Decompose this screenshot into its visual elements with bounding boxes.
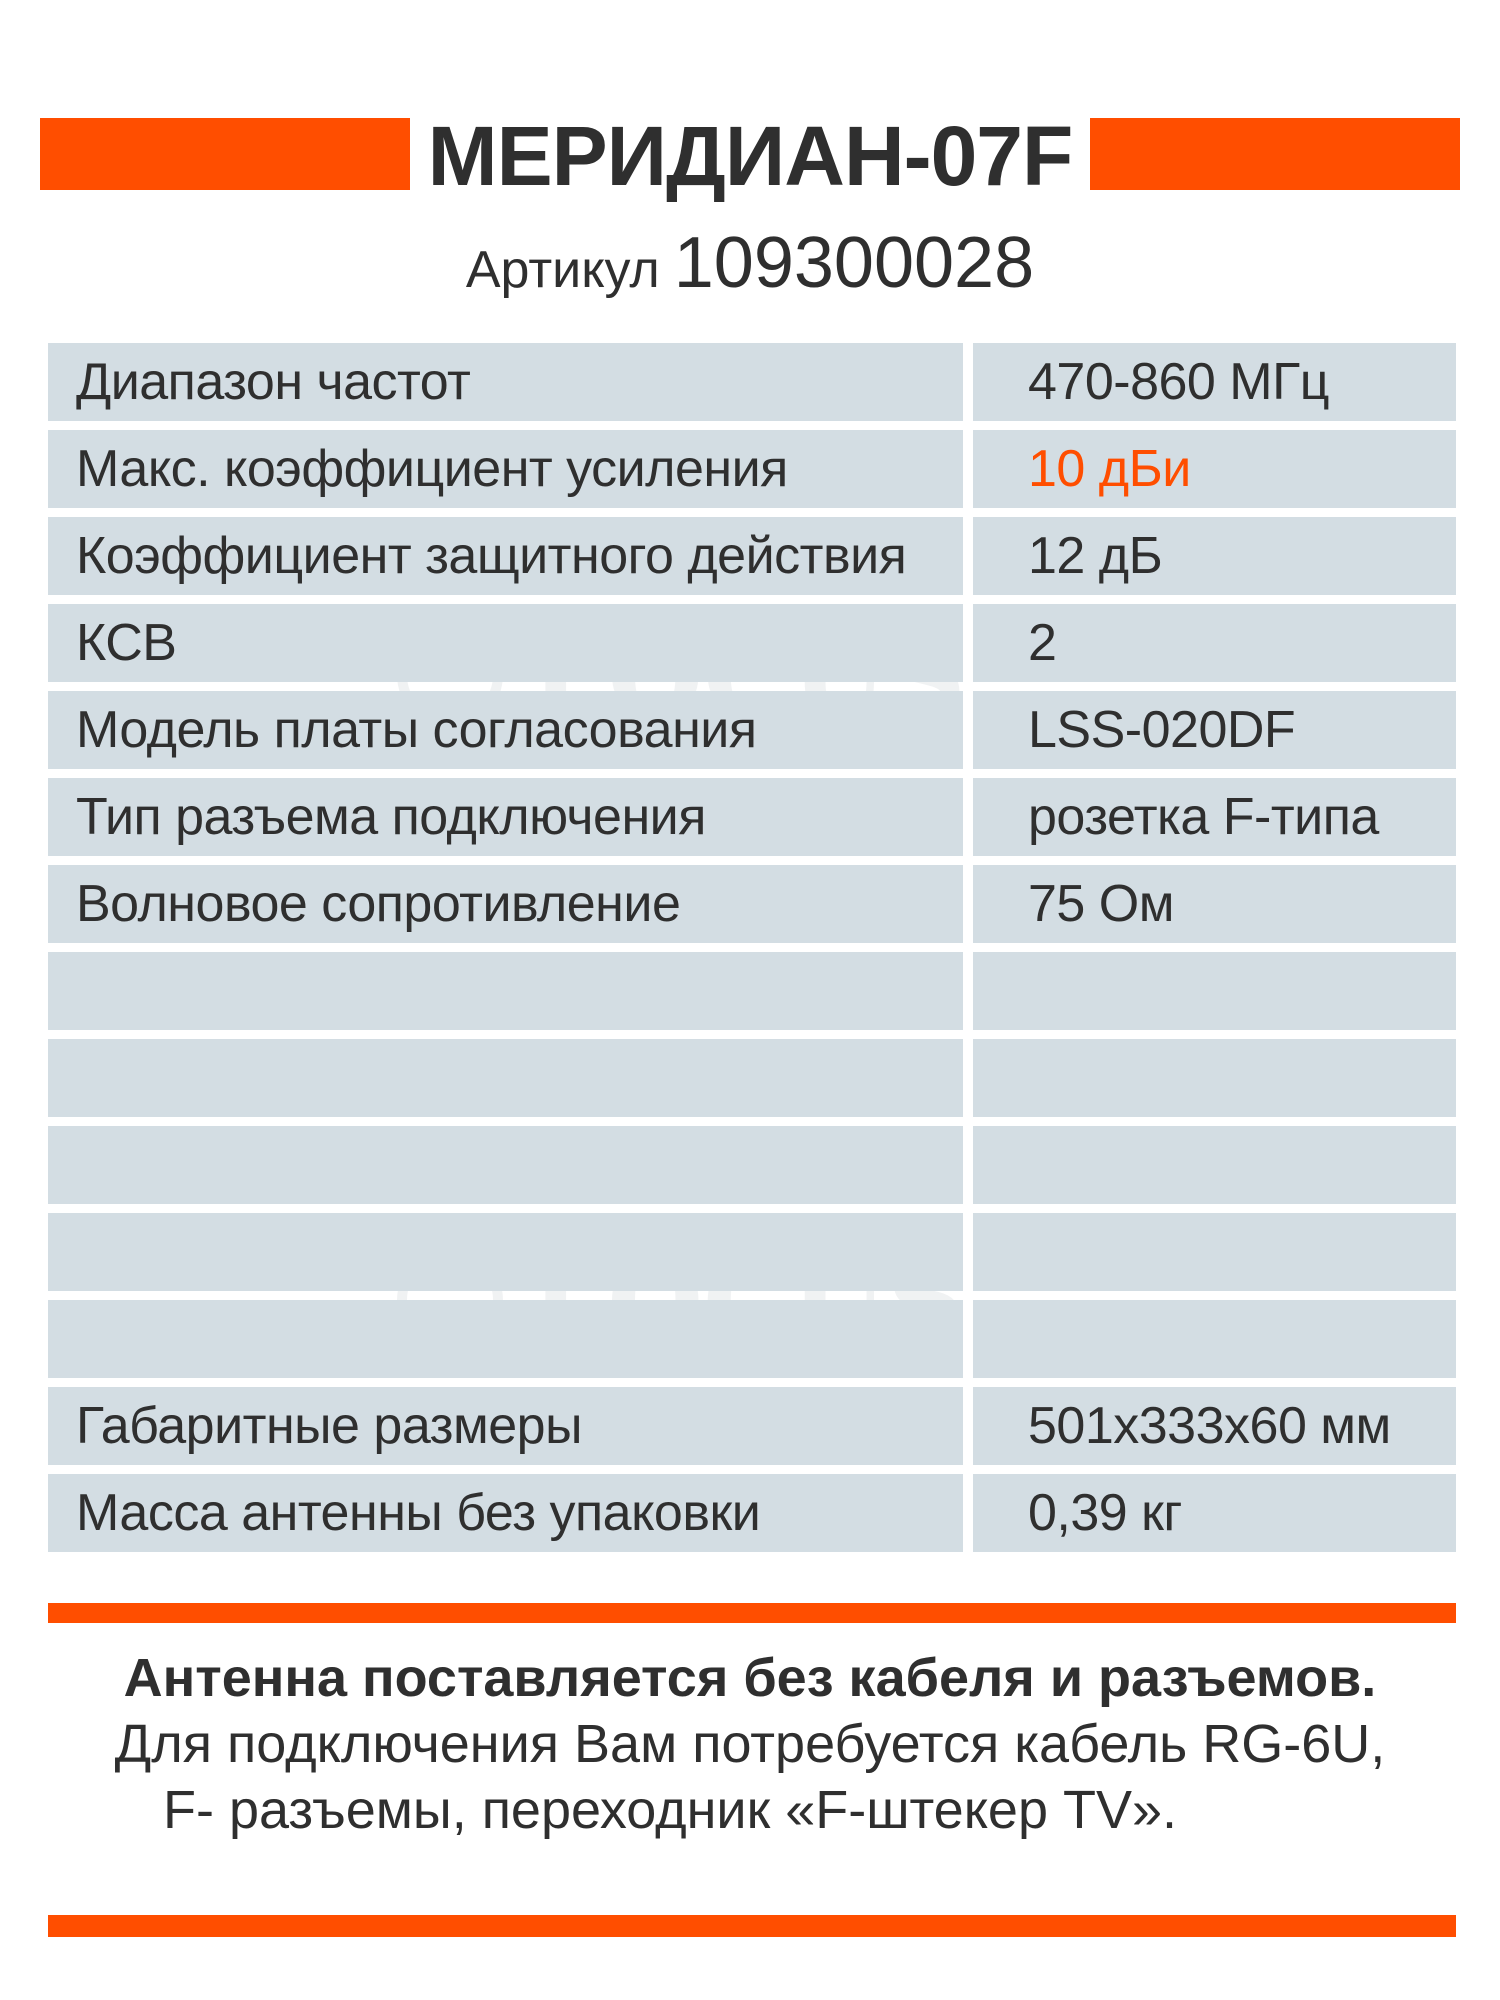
spec-row — [48, 604, 1456, 682]
note-line-3: F- разъемы, переходник «F-штекер TV». — [162, 1780, 1178, 1840]
spec-value — [973, 1126, 1456, 1204]
spec-row — [48, 865, 1456, 943]
spec-value — [973, 1300, 1456, 1378]
note-line-2: Для подключения Вам потребуется кабель RG-6U, — [114, 1714, 1386, 1774]
spec-label: КСВ — [48, 604, 963, 682]
spec-value: 2 — [973, 604, 1456, 682]
spec-value: 12 дБ — [973, 517, 1456, 595]
spec-row — [48, 1126, 1456, 1204]
spec-label — [48, 952, 963, 1030]
spec-row — [48, 430, 1456, 508]
spec-row — [48, 517, 1456, 595]
spec-row — [48, 1300, 1456, 1378]
spec-label — [48, 1126, 963, 1204]
spec-label: Тип разъема подключения — [48, 778, 963, 856]
spec-label — [48, 1213, 963, 1291]
spec-row — [48, 1039, 1456, 1117]
spec-row — [48, 778, 1456, 856]
divider-top — [48, 1603, 1456, 1623]
spec-row — [48, 343, 1456, 421]
spec-label — [48, 1039, 963, 1117]
spec-row — [48, 1387, 1456, 1465]
spec-value — [973, 1039, 1456, 1117]
spec-row — [48, 1213, 1456, 1291]
spec-label: Модель платы согласования — [48, 691, 963, 769]
spec-label: Масса антенны без упаковки — [48, 1474, 963, 1552]
specs-table — [48, 343, 1456, 1561]
spec-row — [48, 1474, 1456, 1552]
article-number: 109300028 — [673, 223, 1035, 303]
spec-value: 470-860 МГц — [973, 343, 1456, 421]
product-title: МЕРИДИАН-07F — [0, 108, 1500, 205]
note-bold-line: Антенна поставляется без кабеля и разъемов. — [123, 1648, 1377, 1708]
spec-value — [973, 1213, 1456, 1291]
spec-value: LSS-020DF — [973, 691, 1456, 769]
spec-value: 0,39 кг — [973, 1474, 1456, 1552]
spec-value: 501x333x60 мм — [973, 1387, 1456, 1465]
article-line — [0, 222, 1500, 304]
spec-value: розетка F-типа — [973, 778, 1456, 856]
spec-label: Диапазон частот — [48, 343, 963, 421]
spec-value — [973, 952, 1456, 1030]
spec-row — [48, 691, 1456, 769]
spec-label: Коэффициент защитного действия — [48, 517, 963, 595]
spec-row — [48, 952, 1456, 1030]
spec-label: Макс. коэффициент усиления — [48, 430, 963, 508]
divider-bottom — [48, 1915, 1456, 1937]
article-label: Артикул — [465, 241, 660, 299]
spec-value: 10 дБи — [973, 430, 1456, 508]
spec-label — [48, 1300, 963, 1378]
spec-label: Габаритные размеры — [48, 1387, 963, 1465]
spec-value: 75 Ом — [973, 865, 1456, 943]
delivery-note — [0, 1645, 1500, 1843]
spec-label: Волновое сопротивление — [48, 865, 963, 943]
